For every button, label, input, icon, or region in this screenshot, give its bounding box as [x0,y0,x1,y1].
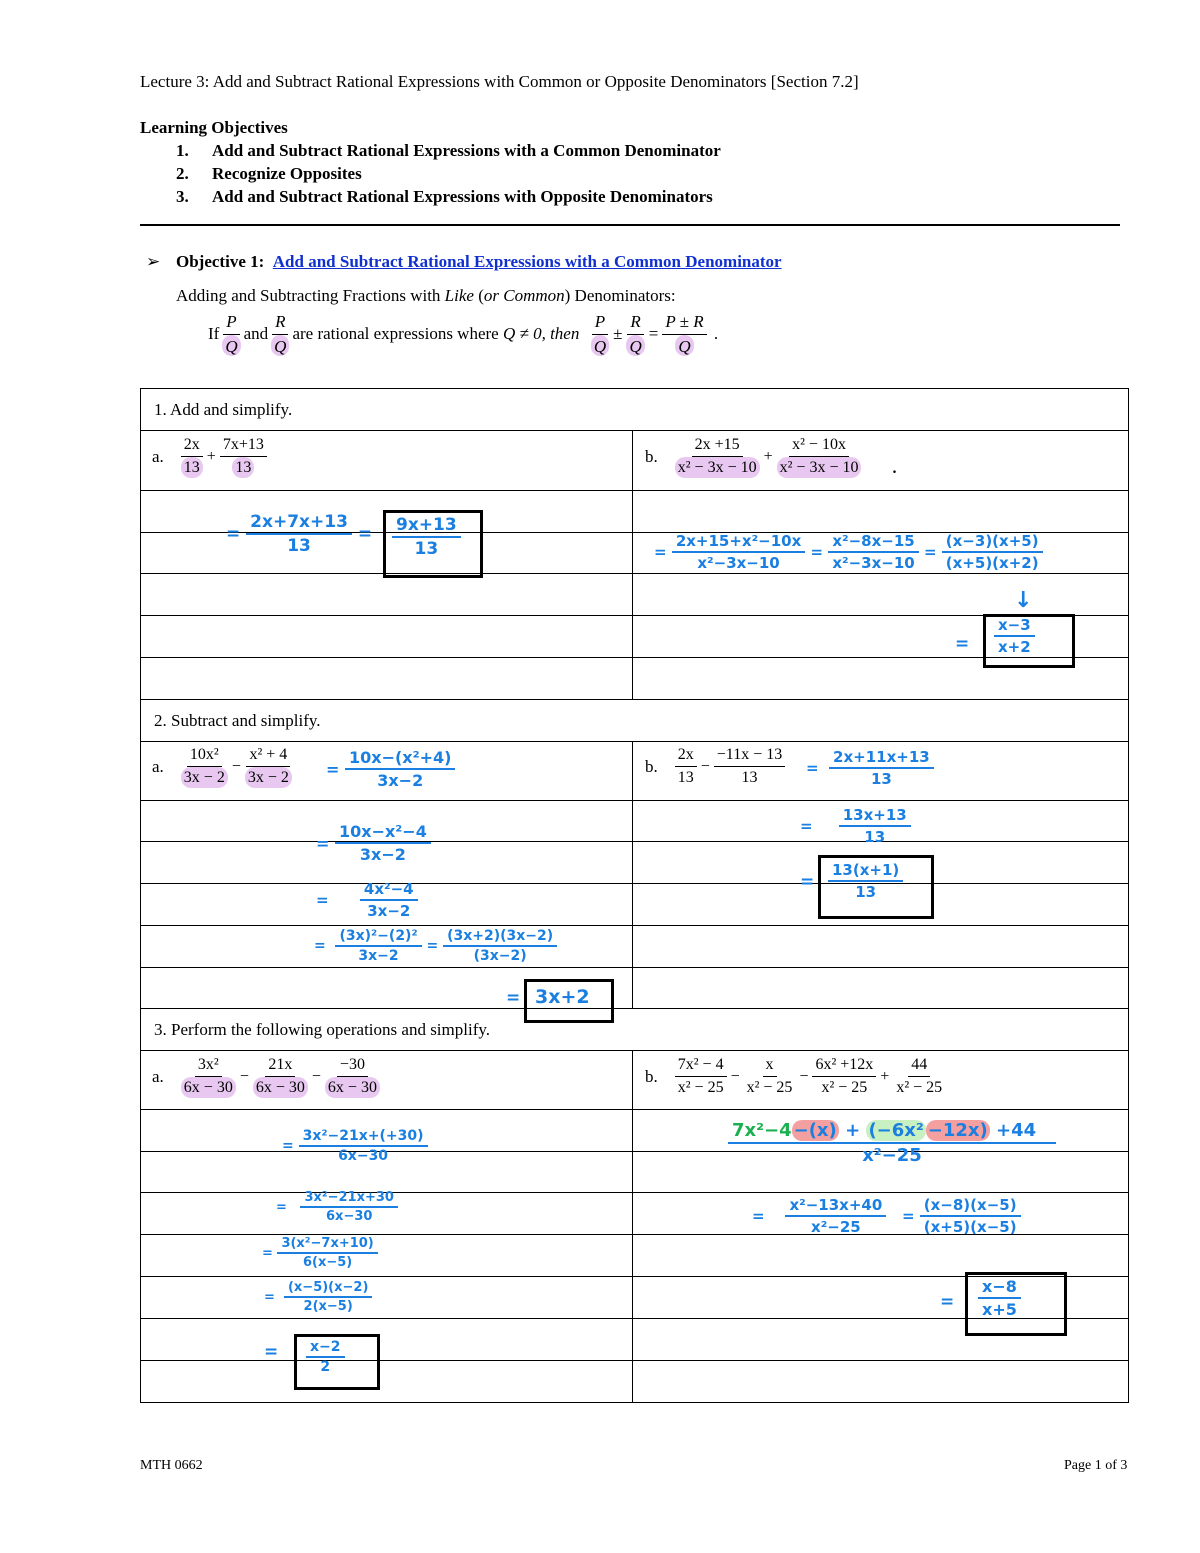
numerator: (3x+2)(3x−2) [443,928,557,947]
numerator: 4x²−4 [360,880,418,901]
equals: = [426,938,439,954]
answer-2b [828,861,903,901]
denominator: 13 [864,828,886,846]
period: . [892,459,897,477]
hw-fraction [300,1190,397,1224]
fraction [181,436,203,478]
plus-minus: ± [613,324,623,344]
fraction [675,1056,727,1098]
equals: = [940,1292,955,1312]
answer-3b [978,1277,1021,1319]
numerator: 10x−(x²+4) [345,748,455,770]
table-border [140,615,1129,616]
footer-page-number: Page 1 of 3 [1064,1458,1128,1473]
footer-course: MTH 0662 [140,1458,203,1473]
operator: + [763,447,773,465]
hw-fraction [284,1280,372,1314]
table-border [1128,388,1129,1402]
numerator: 3x²−21x+30 [300,1190,397,1208]
numerator: 2x [675,746,697,767]
denominator: Q [271,335,289,357]
problem-2b [645,746,788,788]
denominator: x+2 [998,638,1031,656]
numerator: 2x [181,436,203,457]
equals: = [282,1138,294,1154]
numerator: 7x+13 [220,436,267,457]
handwritten-3b-line1 [728,1120,1056,1166]
denominator: x²−3x−10 [832,554,915,572]
numerator: (x−8)(x−5) [920,1196,1021,1217]
denominator: Q [222,335,240,357]
table-divider [632,430,633,699]
table-border [140,1050,1129,1051]
fraction [220,436,267,478]
handwritten-2a-line2 [316,822,431,864]
denominator: 13 [181,457,203,477]
numerator: P [223,312,239,335]
hw-fraction [978,1277,1021,1319]
denominator: 13 [855,883,877,901]
hw-fraction [335,928,421,964]
numerator: 2x+15+x²−10x [672,532,806,553]
denominator: 6x − 30 [253,1077,308,1097]
hw-fraction [306,1339,345,1375]
denominator: Q [591,335,609,357]
denominator: 3x − 2 [181,767,228,787]
denominator: 6x−30 [326,1209,373,1224]
denominator: (x+5)(x+2) [945,554,1039,572]
equals: = [264,1342,279,1362]
table-border [140,741,1129,742]
denominator: 3x−2 [359,845,406,864]
hw-fraction [728,1120,1056,1166]
denominator: x² − 3x − 10 [777,457,862,477]
answer-1a [392,515,461,559]
hw-fraction [829,748,934,788]
hw-fraction [672,532,806,572]
objective-text: Add and Subtract Rational Expressions with a Common Denominator [212,141,721,160]
numerator: 13(x+1) [828,861,903,882]
equals: = [654,543,667,561]
fraction [675,746,697,788]
numerator: −30 [337,1056,368,1077]
handwritten-3a-line1 [282,1128,428,1164]
equals: = [262,1245,273,1261]
section-1-title: 1. Add and simplify. [154,400,293,419]
numerator: P [592,312,608,335]
numerator: x−3 [994,616,1035,637]
table-border [140,925,1129,926]
problem-3a [152,1056,383,1098]
denominator: x²−3x−10 [697,554,780,572]
numerator: x² − 10x [789,436,849,457]
term: −(x) [793,1120,837,1141]
table-border [140,430,1129,431]
numerator: P ± R [662,312,706,335]
fraction [245,746,292,788]
denominator: (3x−2) [473,948,527,964]
fraction-rule [208,312,718,356]
numerator: 2x+7x+13 [246,512,352,535]
numerator: 3(x²−7x+10) [277,1236,377,1254]
objective-item-2 [176,164,362,184]
numerator: 6x² +12x [812,1056,876,1077]
handwritten-2a-line3 [316,880,418,920]
denominator: x² − 25 [677,1079,724,1097]
table-border [140,841,1129,842]
hw-fraction [920,1196,1021,1236]
objective-1-heading [146,252,782,272]
problem-label: a. [152,1066,164,1086]
denominator: x²−25 [862,1145,922,1166]
rule-and: and [243,324,269,344]
problem-label: b. [645,1066,658,1086]
operator: − [799,1067,809,1085]
numerator: 3x²−21x+(+30) [299,1128,428,1147]
equals: = [800,872,815,892]
fraction [812,1056,876,1098]
handwritten-1b [654,532,1043,572]
handwritten-2a-line4 [314,928,557,964]
objective-item-3 [176,187,713,207]
numerator: 21x [265,1056,295,1077]
denominator: 3x−2 [377,771,424,790]
fraction-r-over-q [271,312,289,356]
numerator: 13x+13 [839,806,911,827]
table-border [140,388,1129,389]
table-border [140,883,1129,884]
numerator: R [627,312,643,335]
equals: = [314,938,326,954]
numerator: 7x² − 4 [675,1056,727,1077]
denominator: Q [675,335,693,357]
equals: = [752,1207,765,1225]
table-border [140,1109,1129,1110]
denominator: 13 [741,769,758,787]
objective-number: 2. [176,164,189,183]
operator: + [880,1067,890,1085]
rule-if: If [208,324,220,344]
hw-fraction [345,748,455,790]
objective-text: Add and Subtract Rational Expressions with Opposite Denominators [212,187,713,206]
denominator: 2 [320,1359,331,1375]
problem-label: a. [152,446,164,466]
equals: = [264,1289,275,1305]
section-2-title: 2. Subtract and simplify. [154,711,321,730]
equals: = [506,988,521,1008]
numerator: x²−13x+40 [785,1196,886,1217]
table-border [140,388,141,1402]
numerator: 44 [908,1056,930,1077]
fraction [325,1056,380,1098]
hw-fraction [335,822,431,864]
period: . [713,324,719,344]
term: +44 [996,1120,1037,1141]
equals: = [806,759,819,777]
problem-label: b. [645,756,658,776]
equals: = [810,543,824,561]
table-border [140,657,1129,658]
numerator [728,1120,1056,1144]
rule-condition: Q ≠ 0, then [502,324,580,344]
denominator: 2(x−5) [303,1299,353,1314]
intro-end: ) Denominators: [564,286,676,305]
table-divider [632,741,633,1008]
numerator: 3x² [195,1056,222,1077]
learning-objectives-title: Learning Objectives [140,118,288,137]
table-border [140,1402,1129,1403]
equals: = [901,1207,915,1225]
fraction [253,1056,308,1098]
numerator: 10x² [187,746,222,767]
hw-fraction [360,880,418,920]
fraction [893,1056,945,1098]
numerator: 9x+13 [392,515,461,538]
handwritten-2a-line1 [326,748,455,790]
rule-middle: are rational expressions where [292,324,499,344]
numerator: 2x+11x+13 [829,748,934,769]
denominator: 13 [677,769,694,787]
denominator: 13 [870,770,892,788]
problem-3b [645,1056,948,1098]
operator: − [730,1067,740,1085]
numerator: (x−3)(x+5) [942,532,1043,553]
objective-1-label: Objective 1: [176,252,265,271]
horizontal-rule [140,224,1120,226]
problem-label: a. [152,756,164,776]
objective-item-1 [176,141,721,161]
operator: − [700,757,710,775]
equals: = [955,634,970,654]
intro-text: Adding and Subtracting Fractions with [176,286,445,305]
section-3-title: 3. Perform the following operations and simplify. [154,1020,491,1039]
equals: = [357,524,373,544]
equals: = [648,324,659,344]
numerator: −11x − 13 [714,746,785,767]
denominator: (x+5)(x−5) [923,1218,1017,1236]
equals: = [326,759,340,779]
intro-common: or Common [483,286,565,305]
table-border [140,490,1129,491]
denominator: 13 [232,457,254,477]
table-border [140,573,1129,574]
intro-like: Like [444,286,474,305]
table-border [140,1008,1129,1009]
hw-fraction [392,515,461,559]
denominator: Q [626,335,644,357]
adding-intro [176,286,676,306]
denominator: 13 [287,536,311,556]
hw-fraction [443,928,557,964]
table-border [140,1360,1129,1361]
fraction-r-over-q [626,312,644,356]
objective-1-link[interactable]: Add and Subtract Rational Expressions with a Common Denominator [272,252,782,271]
equals: = [923,543,937,561]
fraction [181,746,228,788]
objective-text: Recognize Opposites [212,164,362,183]
denominator: 3x−2 [367,902,411,920]
intro-paren: ( [473,286,484,305]
problem-1a [152,436,270,478]
numerator: R [272,312,288,335]
hw-fraction [942,532,1043,572]
term: 7x²−4 [732,1120,792,1141]
denominator: x² − 3x − 10 [675,457,760,477]
handwritten-2b-line2 [800,806,911,846]
problem-label: b. [645,446,658,466]
answer-2a: 3x+2 [535,986,590,1008]
hw-fraction [299,1128,428,1164]
denominator: x² − 25 [821,1079,868,1097]
table-border [140,699,1129,700]
denominator: x²−25 [811,1218,861,1236]
fraction [777,436,862,478]
numerator: x [763,1056,777,1077]
operator: − [311,1067,321,1085]
handwritten-3a-line3 [262,1236,378,1270]
fraction [714,746,785,788]
hw-fraction [277,1236,377,1270]
numerator: 10x−x²−4 [335,822,431,844]
numerator: 2x +15 [692,436,743,457]
operator: + [206,447,216,465]
handwritten-3a-line2 [276,1190,398,1224]
hw-fraction [839,806,911,846]
fraction [675,436,760,478]
denominator: x+5 [982,1300,1017,1319]
term: −12x) [927,1120,988,1141]
numerator: (3x)²−(2)² [335,928,421,947]
denominator: x² − 25 [896,1079,943,1097]
answer-3a [306,1339,345,1375]
answer-1b [994,616,1035,656]
operator: − [239,1067,249,1085]
arrow-bullet-icon: ➢ [146,252,161,271]
numerator: (x−5)(x−2) [284,1280,372,1298]
fraction-sum-over-q [662,312,706,356]
equals: = [276,1199,287,1215]
numerator: x² + 4 [246,746,290,767]
handwritten-3a-line4 [264,1280,372,1314]
denominator: 6x − 30 [181,1077,236,1097]
denominator: 6x−30 [338,1148,389,1164]
fraction [744,1056,796,1098]
hw-fraction [994,616,1035,656]
hw-fraction [828,861,903,901]
equals: = [316,833,330,853]
handwritten-1a [226,512,372,556]
down-arrow-icon: ↓ [1014,588,1033,613]
term: + [845,1120,861,1141]
denominator: 3x − 2 [245,767,292,787]
denominator: 3x−2 [358,948,399,964]
problem-1b [645,436,896,478]
lecture-header: Lecture 3: Add and Subtract Rational Expressions with Common or Opposite Denominators [Section 7.2] [140,72,859,91]
denominator: 6(x−5) [302,1255,353,1270]
denominator: x² − 25 [746,1079,793,1097]
handwritten-3b-line2 [752,1196,1021,1236]
equals: = [316,891,329,909]
equals: = [800,817,813,835]
numerator: x−8 [978,1277,1021,1299]
table-border [140,800,1129,801]
problem-2a [152,746,295,788]
table-divider [632,1050,633,1402]
denominator: 13 [414,539,439,559]
numerator: x−2 [306,1339,345,1358]
table-border [140,967,1129,968]
fraction-p-over-q [591,312,609,356]
term: (−6x² [868,1120,924,1141]
equals: = [226,524,241,544]
hw-fraction [828,532,918,572]
numerator: x²−8x−15 [828,532,918,553]
denominator: 6x − 30 [325,1077,380,1097]
objective-number: 1. [176,141,189,160]
fraction [181,1056,236,1098]
fraction-p-over-q [222,312,240,356]
hw-fraction [246,512,352,556]
handwritten-2b-line1 [806,748,934,788]
operator: − [231,757,241,775]
hw-fraction [785,1196,886,1236]
objective-number: 3. [176,187,189,206]
